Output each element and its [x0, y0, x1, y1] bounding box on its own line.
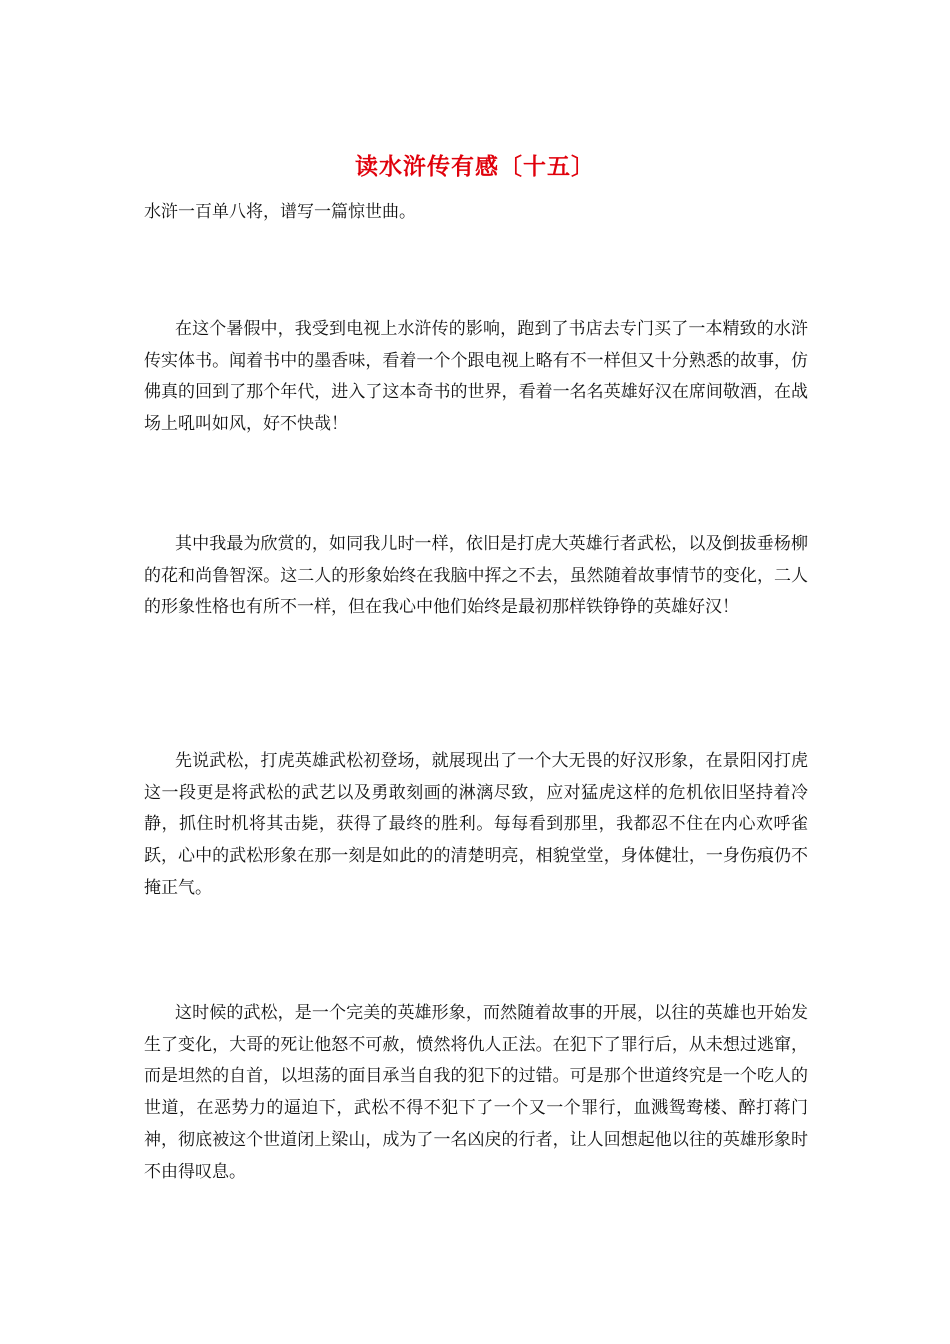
document-title: 读水浒传有感〔十五〕	[355, 153, 595, 180]
paragraph-1: 在这个暑假中，我受到电视上水浒传的影响，跑到了书店去专门买了一本精致的水浒传实体书。闻着书中的墨香味，看着一个个跟电视上略有不一样但又十分熟悉的故事，仿佛真的回到了那个年代，进入了这本奇书的世界，看着一名名英雄好汉在席间敬酒，在战场上吼叫如风，好不快哉！	[144, 319, 808, 435]
paragraph-3: 先说武松，打虎英雄武松初登场，就展现出了一个大无畏的好汉形象，在景阳冈打虎这一段更是将武松的武艺以及勇敢刻画的淋漓尽致，应对猛虎这样的危机依旧坚持着冷静，抓住时机将其击毙，获得了最终的胜利。每每看到那里，我都忍不住在内心欢呼雀跃，心中的武松形象在那一刻是如此的的清楚明亮，相貌堂堂，身体健壮，一身伤痕仍不掩正气。	[144, 751, 808, 898]
intro-line: 水浒一百单八将，谱写一篇惊世曲。	[144, 202, 416, 222]
paragraph-2: 其中我最为欣赏的，如同我儿时一样，依旧是打虎大英雄行者武松，以及倒拔垂杨柳的花和尚鲁智深。这二人的形象始终在我脑中挥之不去，虽然随着故事情节的变化，二人的形象性格也有所不一样，但在我心中他们始终是最初那样铁铮铮的英雄好汉！	[144, 534, 808, 618]
paragraph-4: 这时候的武松，是一个完美的英雄形象，而然随着故事的开展，以往的英雄也开始发生了变化，大哥的死让他怒不可赦，愤然将仇人正法。在犯下了罪行后，从未想过逃窜，而是坦然的自首，以坦荡的面目承当自我的犯下的过错。可是那个世道终究是一个吃人的世道，在恶势力的逼迫下，武松不得不犯下了一个又一个罪行，血溅鸳鸯楼、醉打蒋门神，彻底被这个世道闭上梁山，成为了一名凶戾的行者，让人回想起他以往的英雄形象时不由得叹息。	[144, 1003, 808, 1182]
